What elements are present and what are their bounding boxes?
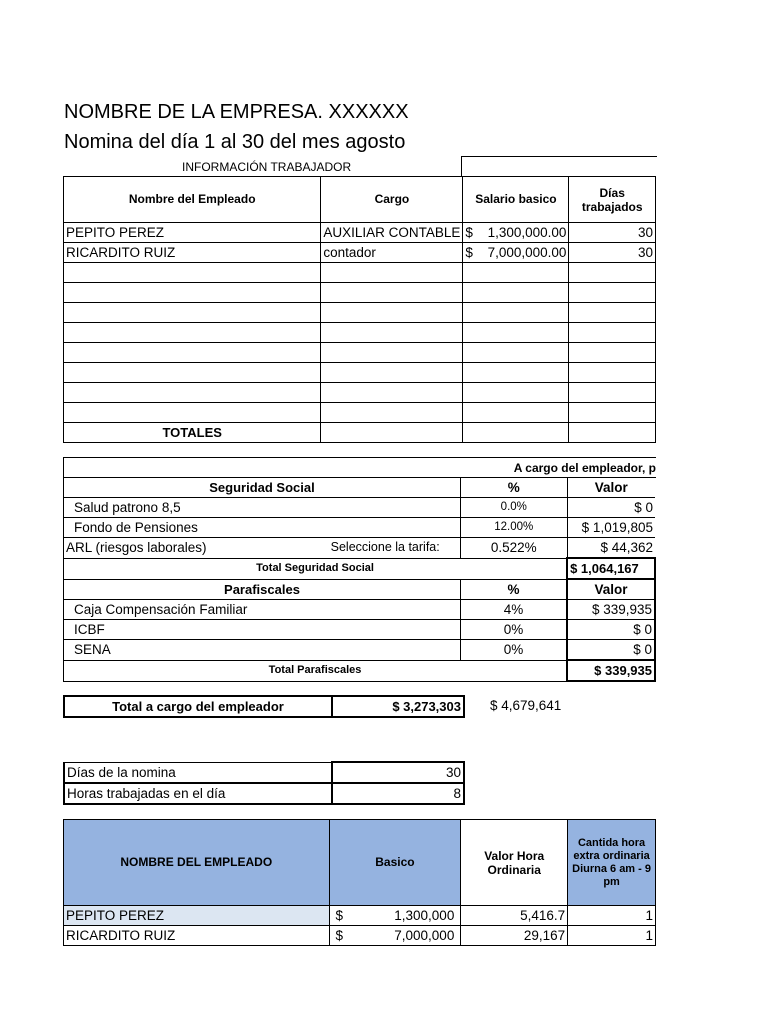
col-header-horas-extra: Cantida hora extra ordinaria Diurna 6 am - 9 pm: [568, 820, 656, 906]
payroll-period-title: Nomina del día 1 al 30 del mes agosto: [64, 131, 406, 153]
empty-row[interactable]: [64, 303, 656, 323]
icbf-label: ICBF: [64, 620, 461, 640]
empty-row[interactable]: [64, 323, 656, 343]
nomina-params-table: [63, 761, 465, 805]
arl-pct-select[interactable]: 0.522%: [460, 538, 567, 559]
arl-label: ARL (riesgos laborales): [64, 538, 329, 559]
salud-pct[interactable]: 0.0%: [460, 498, 567, 518]
pensiones-valor: $ 1,019,805: [567, 518, 655, 538]
info-label: INFORMACIÓN TRABAJADOR: [182, 160, 352, 174]
col-header-nombre: NOMBRE DEL EMPLEADO: [64, 820, 330, 906]
caja-label: Caja Compensación Familiar: [64, 600, 461, 620]
caja-valor: $ 339,935: [567, 600, 655, 620]
pct-header: %: [460, 579, 567, 600]
employees-table: [63, 176, 656, 443]
icbf-pct[interactable]: 0%: [460, 620, 567, 640]
horas-dia-label: Horas trabajadas en el día: [64, 783, 332, 804]
employee-salario[interactable]: $ 1,300,000.00: [463, 223, 569, 243]
table-row: [64, 223, 656, 243]
table-row: [64, 498, 656, 518]
info-header-box: [461, 156, 657, 177]
arl-valor: $ 44,362: [567, 538, 655, 559]
col-header-name: Nombre del Empleado: [64, 177, 321, 223]
employee-basico[interactable]: $ 1,300,000: [329, 906, 461, 926]
total-parafiscales-label: Total Parafiscales: [64, 660, 568, 681]
total-parafiscales-value: $ 339,935: [567, 660, 655, 681]
employee-cargo[interactable]: AUXILIAR CONTABLE: [321, 223, 463, 243]
employee-cargo[interactable]: contador: [321, 243, 463, 263]
col-header-cargo: Cargo: [321, 177, 463, 223]
employee-horas-extra[interactable]: 1: [568, 926, 656, 946]
col-header-dias: Días trabajados: [569, 177, 656, 223]
employee-basico[interactable]: $ 7,000,000: [329, 926, 461, 946]
table-row: [64, 906, 656, 926]
totals-label: TOTALES: [64, 423, 321, 443]
table-row: [64, 640, 656, 661]
employee-name[interactable]: RICARDITO RUIZ: [64, 243, 321, 263]
sena-pct[interactable]: 0%: [460, 640, 567, 661]
table-row: [64, 620, 656, 640]
icbf-valor: $ 0: [567, 620, 655, 640]
employee-name[interactable]: RICARDITO RUIZ: [64, 926, 330, 946]
total-seguridad-value: $ 1,064,167: [567, 558, 655, 579]
table-row: [64, 600, 656, 620]
table-row: [64, 243, 656, 263]
company-title: NOMBRE DE LA EMPRESA. XXXXXX: [64, 101, 409, 123]
total-row: [64, 660, 656, 681]
total-employer-table: [63, 695, 465, 718]
employee-name[interactable]: PEPITO PEREZ: [64, 223, 321, 243]
empty-row[interactable]: [64, 363, 656, 383]
employee-valor-hora: 29,167: [461, 926, 568, 946]
employer-banner: A cargo del empleador, p: [63, 457, 656, 478]
caja-pct[interactable]: 4%: [460, 600, 567, 620]
pensiones-label: Fondo de Pensiones: [64, 518, 461, 538]
employee-dias[interactable]: 30: [569, 223, 656, 243]
col-header-basico: Basico: [329, 820, 461, 906]
total-employer-label: Total a cargo del empleador: [64, 696, 332, 717]
total-employer-value: $ 3,273,303: [332, 696, 464, 717]
col-header-valor-hora: Valor Hora Ordinaria: [461, 820, 568, 906]
employee-valor-hora: 5,416.7: [461, 906, 568, 926]
employee-dias[interactable]: 30: [569, 243, 656, 263]
total-row: [64, 558, 656, 579]
seguridad-social-title: Seguridad Social: [64, 478, 461, 498]
total-seguridad-label: Total Seguridad Social: [64, 558, 568, 579]
dias-nomina-value[interactable]: 30: [332, 762, 464, 783]
totals-row: [64, 423, 656, 443]
value-header: Valor: [567, 478, 655, 498]
arl-select-label: Seleccione la tarifa:: [329, 538, 461, 559]
seguridad-social-table: [63, 478, 656, 682]
table-row: [64, 538, 656, 559]
empty-row[interactable]: [64, 263, 656, 283]
salud-label: Salud patrono 8,5: [64, 498, 461, 518]
table-row: [64, 518, 656, 538]
sena-valor: $ 0: [567, 640, 655, 661]
employee-salario[interactable]: $ 7,000,000.00: [463, 243, 569, 263]
empty-row[interactable]: [64, 383, 656, 403]
col-header-salario: Salario basico: [463, 177, 569, 223]
table-row: [64, 926, 656, 946]
parafiscales-title: Parafiscales: [64, 579, 461, 600]
empty-row[interactable]: [64, 343, 656, 363]
pensiones-pct[interactable]: 12.00%: [460, 518, 567, 538]
value-header: Valor: [567, 579, 655, 600]
empty-row[interactable]: [64, 283, 656, 303]
horas-dia-value[interactable]: 8: [332, 783, 464, 804]
salud-valor: $ 0: [567, 498, 655, 518]
employee-horas-extra[interactable]: 1: [568, 906, 656, 926]
employee-name[interactable]: PEPITO PEREZ: [64, 906, 330, 926]
dias-nomina-label: Días de la nomina: [64, 762, 332, 783]
empty-row[interactable]: [64, 403, 656, 423]
pct-header: %: [460, 478, 567, 498]
sena-label: SENA: [64, 640, 461, 661]
side-total-value: $ 4,679,641: [490, 698, 562, 713]
hours-table: [63, 819, 656, 946]
